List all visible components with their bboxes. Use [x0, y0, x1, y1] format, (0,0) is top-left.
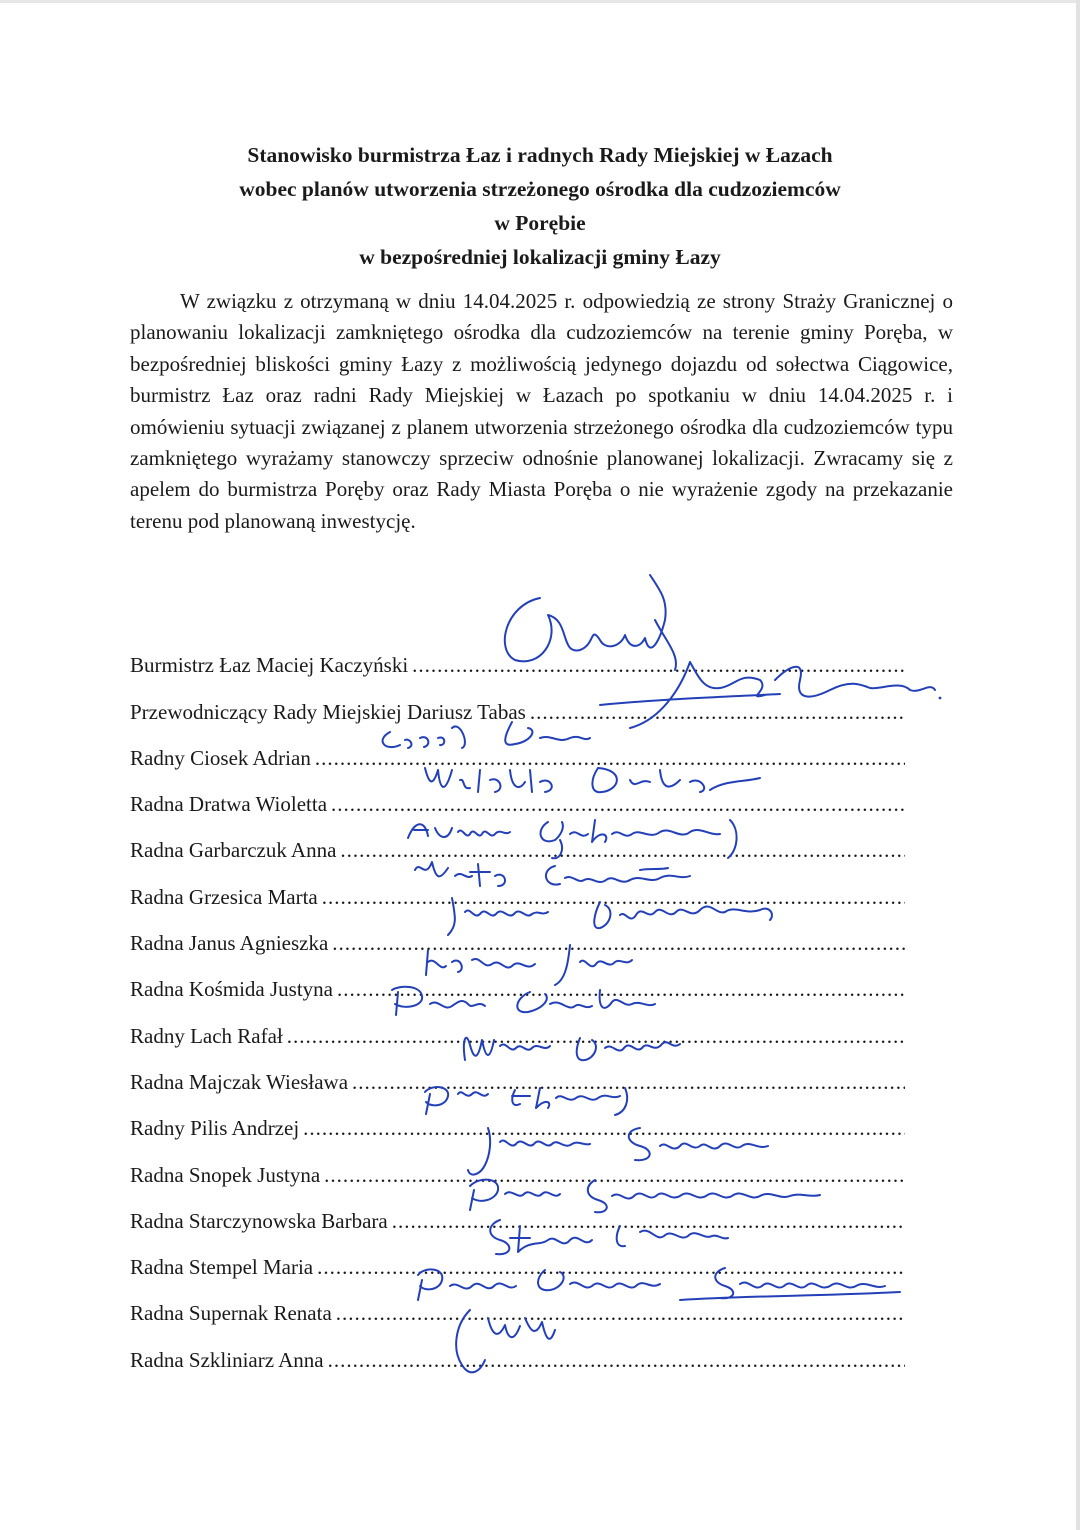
signatory-name: Radna Starczynowska Barbara — [130, 1208, 388, 1233]
signature-dotted-line — [340, 837, 905, 863]
signatory-row — [130, 632, 905, 678]
signature-dotted-line — [336, 1300, 905, 1326]
title-line-1: Stanowisko burmistrza Łaz i radnych Rady Miejskiej w Łazach — [247, 143, 833, 167]
signatory-name: Przewodniczący Rady Miejskiej Dariusz Tabas — [130, 699, 526, 724]
signature-dotted-line — [315, 745, 905, 771]
signatory-name: Radna Stempel Maria — [130, 1255, 314, 1280]
signature-dotted-line — [328, 1347, 905, 1373]
signature-dotted-line — [352, 1069, 905, 1095]
signatory-row — [130, 1095, 905, 1141]
signatory-row — [130, 725, 905, 771]
signatory-row — [130, 1280, 905, 1326]
signatory-name: Burmistrz Łaz Maciej Kaczyński — [130, 653, 409, 678]
signature-dotted-line — [317, 1254, 905, 1280]
signatory-name: Radna Grzesica Marta — [130, 884, 318, 909]
signature-dotted-line — [412, 652, 905, 678]
signatory-row — [130, 817, 905, 863]
scan-edge-top — [0, 0, 1080, 3]
signature-dotted-line — [303, 1115, 905, 1141]
signatory-name: Radna Snopek Justyna — [130, 1162, 321, 1187]
statement-paragraph: W związku z otrzymaną w dniu 14.04.2025 r. odpowiedzią ze strony Straży Granicznej o planowaniu lokalizacji zamkniętego ośrodka dla cudzoziemców na terenie gminy Poręba, w bezpośredniej bliskości gminy Łazy z możliwością jedynego dojazdu od sołectwa Ciągowice, burmistrz Łaz oraz radni Rady Miejskiej w Łazach po spotkaniu w dniu 14.04.2025 r. i omówieniu sytuacji związanej z planem utworzenia strzeżonego ośrodka dla cudzoziemców typu zamkniętego wyrażamy stanowczy sprzeciw odnośnie planowanej lokalizacji. Zwracamy się z apelem do burmistrza Poręby oraz Rady Miasta Poręba o nie wyrażenie zgody na przekazanie terenu pod planowaną inwestycję. — [130, 289, 953, 533]
title-line-2: wobec planów utworzenia strzeżonego ośrodka dla cudzoziemców — [239, 177, 841, 201]
signatory-name: Radna Majczak Wiesława — [130, 1069, 349, 1094]
signatory-name: Radna Szkliniarz Anna — [130, 1347, 324, 1372]
signatory-row — [130, 1326, 905, 1372]
signatory-row — [130, 1234, 905, 1280]
signature-dotted-line — [332, 930, 905, 956]
signatory-name: Radny Pilis Andrzej — [130, 1116, 300, 1141]
document-title — [130, 138, 950, 274]
title-line-4: w bezpośredniej lokalizacji gminy Łazy — [359, 245, 721, 269]
signature-dotted-line — [530, 699, 905, 725]
signatory-name: Radna Dratwa Wioletta — [130, 792, 328, 817]
signatory-name: Radny Lach Rafał — [130, 1023, 283, 1048]
signatory-row — [130, 771, 905, 817]
signature-dotted-line — [287, 1023, 905, 1049]
signature-dotted-line — [337, 976, 905, 1002]
signature-dotted-line — [322, 884, 905, 910]
signatory-row — [130, 910, 905, 956]
signature-dotted-line — [392, 1208, 905, 1234]
signatory-name: Radna Garbarczuk Anna — [130, 838, 337, 863]
signatory-name: Radna Janus Agnieszka — [130, 931, 329, 956]
signature-dotted-line — [324, 1162, 905, 1188]
signatory-row — [130, 1002, 905, 1048]
signatory-row — [130, 678, 905, 724]
signature-dotted-line — [331, 791, 905, 817]
signatory-name: Radna Supernak Renata — [130, 1301, 332, 1326]
scan-edge-right — [1076, 0, 1080, 1530]
signatory-row — [130, 863, 905, 909]
signatory-name: Radna Kośmida Justyna — [130, 977, 333, 1002]
signatory-row — [130, 956, 905, 1002]
signatory-list — [130, 632, 905, 1373]
title-line-3: w Porębie — [494, 211, 586, 235]
signatory-row — [130, 1141, 905, 1187]
signatory-row — [130, 1049, 905, 1095]
signatory-name: Radny Ciosek Adrian — [130, 745, 311, 770]
signatory-row — [130, 1188, 905, 1234]
